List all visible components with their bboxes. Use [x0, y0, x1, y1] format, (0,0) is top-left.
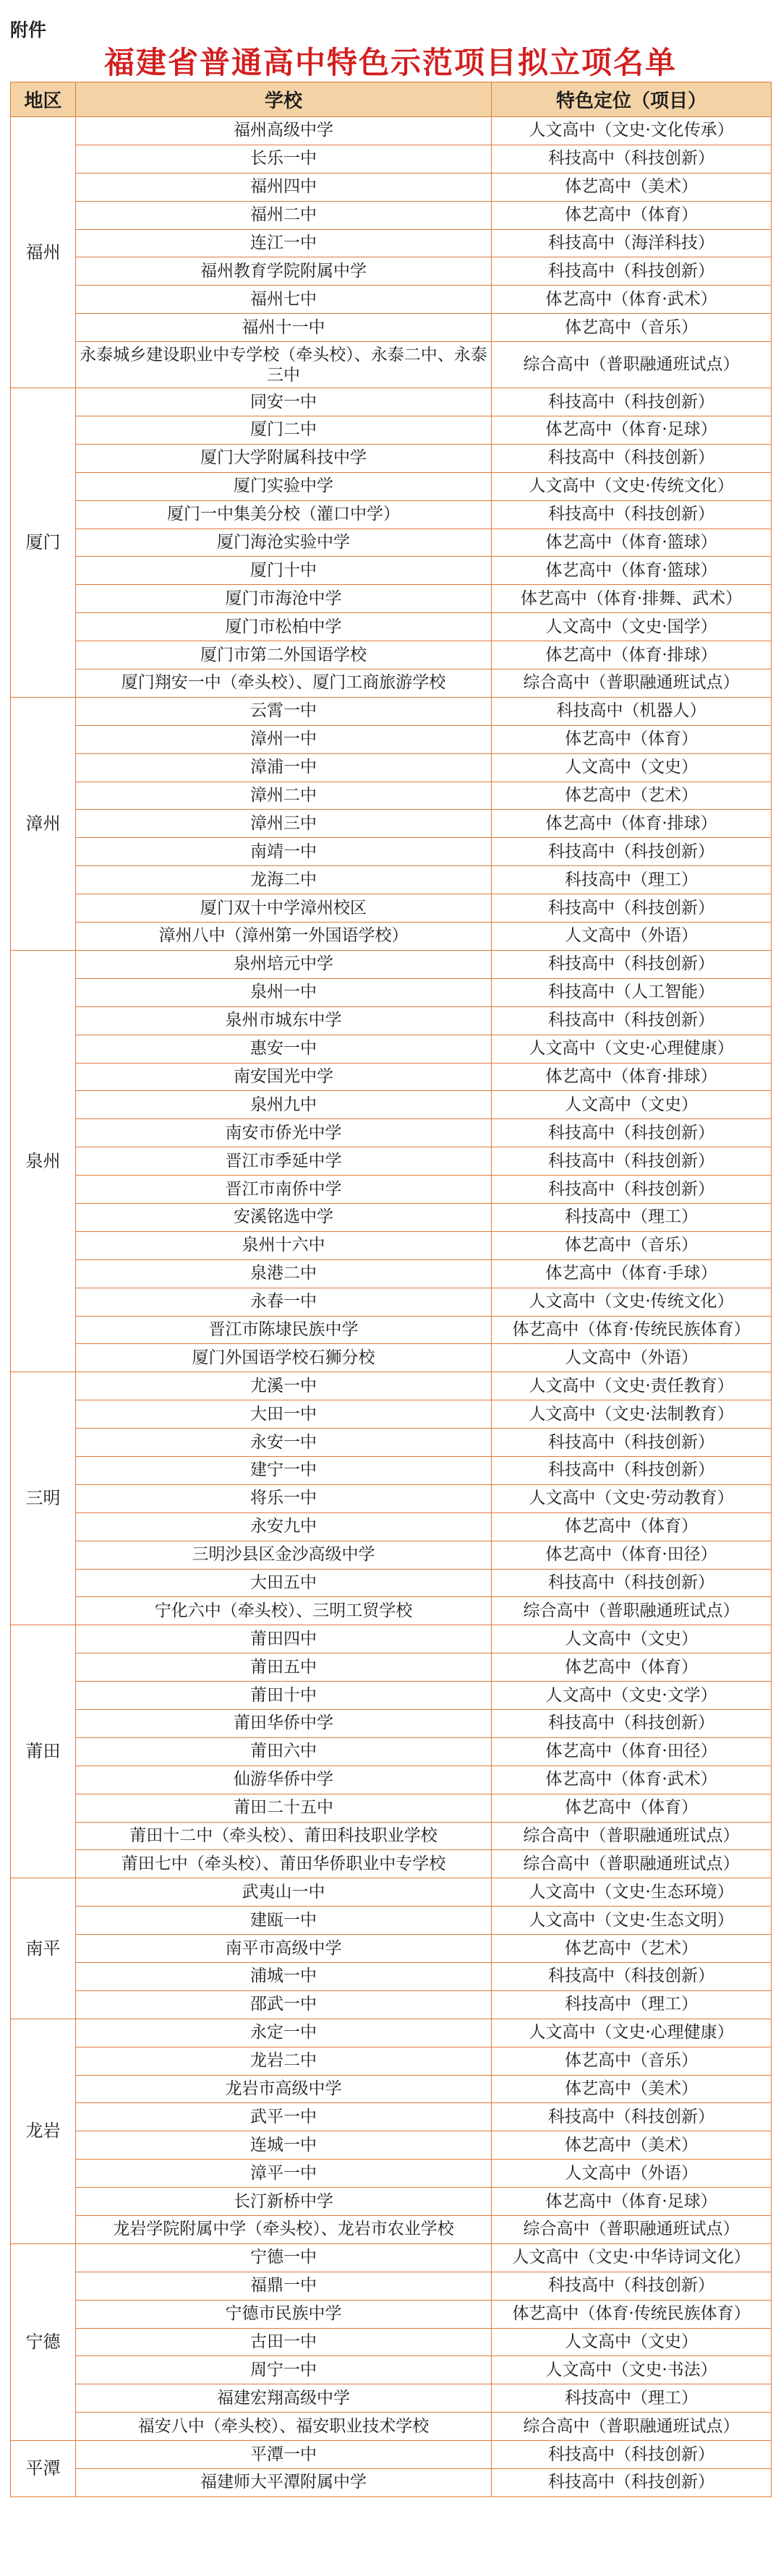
- school-cell: 大田一中: [76, 1400, 492, 1429]
- type-cell: 科技高中（科技创新）: [492, 1429, 772, 1457]
- school-cell: 长汀新桥中学: [76, 2188, 492, 2216]
- table-row: [11, 201, 772, 229]
- type-cell: 体艺高中（体育）: [492, 725, 772, 753]
- school-cell: 永泰城乡建设职业中专学校（牵头校）、永泰二中、永泰三中: [76, 342, 492, 388]
- type-cell: 体艺高中（体育·排球）: [492, 641, 772, 669]
- type-cell: 体艺高中（艺术）: [492, 1935, 772, 1963]
- school-cell: 莆田六中: [76, 1737, 492, 1766]
- table-row: [11, 1878, 772, 1907]
- table-row: [11, 2356, 772, 2384]
- type-cell: 人文高中（文史·文学）: [492, 1682, 772, 1710]
- type-cell: 综合高中（普职融通班试点）: [492, 1822, 772, 1850]
- table-row: [11, 2188, 772, 2216]
- table-row: [11, 2243, 772, 2272]
- table-row: [11, 950, 772, 978]
- table-row: [11, 1737, 772, 1766]
- table-row: [11, 1822, 772, 1850]
- type-cell: 体艺高中（体育）: [492, 201, 772, 229]
- table-row: [11, 753, 772, 782]
- type-cell: 体艺高中（体育·排球）: [492, 1063, 772, 1091]
- school-cell: 南靖一中: [76, 838, 492, 866]
- type-cell: 科技高中（科技创新）: [492, 444, 772, 472]
- school-cell: 建宁一中: [76, 1456, 492, 1484]
- type-cell: 体艺高中（音乐）: [492, 314, 772, 342]
- school-cell: 厦门一中集美分校（灌口中学）: [76, 500, 492, 529]
- school-cell: 惠安一中: [76, 1035, 492, 1063]
- school-cell: 仙游华侨中学: [76, 1766, 492, 1794]
- school-cell: 浦城一中: [76, 1963, 492, 1991]
- header-school: 学校: [76, 82, 492, 117]
- school-cell: 莆田十二中（牵头校）、莆田科技职业学校: [76, 1822, 492, 1850]
- type-cell: 综合高中（普职融通班试点）: [492, 2216, 772, 2244]
- school-cell: 邵武一中: [76, 1990, 492, 2019]
- school-cell: 大田五中: [76, 1569, 492, 1597]
- school-cell: 莆田七中（牵头校）、莆田华侨职业中专学校: [76, 1850, 492, 1878]
- school-cell: 尤溪一中: [76, 1372, 492, 1400]
- type-cell: 综合高中（普职融通班试点）: [492, 2413, 772, 2441]
- school-cell: 三明沙县区金沙高级中学: [76, 1541, 492, 1569]
- table-row: [11, 257, 772, 286]
- table-row: [11, 641, 772, 669]
- school-cell: 厦门大学附属科技中学: [76, 444, 492, 472]
- school-cell: 莆田五中: [76, 1653, 492, 1682]
- region-cell: 莆田: [11, 1625, 76, 1878]
- school-cell: 晋江市南侨中学: [76, 1176, 492, 1204]
- type-cell: 人文高中（文史）: [492, 2328, 772, 2356]
- type-cell: 科技高中（科技创新）: [492, 2103, 772, 2131]
- type-cell: 综合高中（普职融通班试点）: [492, 342, 772, 388]
- type-cell: 科技高中（科技创新）: [492, 1119, 772, 1147]
- type-cell: 体艺高中（体育）: [492, 1653, 772, 1682]
- table-row: [11, 1990, 772, 2019]
- school-cell: 南安国光中学: [76, 1063, 492, 1091]
- type-cell: 体艺高中（体育·田径）: [492, 1737, 772, 1766]
- type-cell: 科技高中（科技创新）: [492, 838, 772, 866]
- table-row: [11, 1203, 772, 1231]
- type-cell: 科技高中（理工）: [492, 1203, 772, 1231]
- type-cell: 人文高中（文史·文化传承）: [492, 117, 772, 145]
- school-cell: 福州二中: [76, 201, 492, 229]
- table-row: [11, 314, 772, 342]
- table-row: [11, 1569, 772, 1597]
- school-cell: 宁化六中（牵头校）、三明工贸学校: [76, 1597, 492, 1625]
- table-row: [11, 1794, 772, 1822]
- table-row: [11, 1035, 772, 1063]
- type-cell: 体艺高中（体育·篮球）: [492, 529, 772, 557]
- table-row: [11, 1259, 772, 1288]
- type-cell: 综合高中（普职融通班试点）: [492, 1850, 772, 1878]
- table-row: [11, 1766, 772, 1794]
- type-cell: 人文高中（文史）: [492, 1625, 772, 1653]
- type-cell: 体艺高中（体育·手球）: [492, 1259, 772, 1288]
- type-cell: 科技高中（科技创新）: [492, 1709, 772, 1737]
- attachment-label: 附件: [10, 20, 47, 40]
- table-row: [11, 145, 772, 173]
- table-row: [11, 1907, 772, 1935]
- type-cell: 体艺高中（体育·武术）: [492, 1766, 772, 1794]
- table-row: [11, 585, 772, 613]
- school-cell: 永定一中: [76, 2019, 492, 2047]
- region-cell: 南平: [11, 1878, 76, 2019]
- school-cell: 福州十一中: [76, 314, 492, 342]
- school-cell: 厦门市海沧中学: [76, 585, 492, 613]
- region-cell: 厦门: [11, 388, 76, 698]
- table-row: [11, 1176, 772, 1204]
- type-cell: 人文高中（文史·法制教育）: [492, 1400, 772, 1429]
- region-cell: 龙岩: [11, 2019, 76, 2243]
- table-row: [11, 388, 772, 416]
- type-cell: 体艺高中（美术）: [492, 2075, 772, 2103]
- table-row: [11, 342, 772, 388]
- type-cell: 科技高中（科技创新）: [492, 388, 772, 416]
- type-cell: 人文高中（文史·书法）: [492, 2356, 772, 2384]
- school-cell: 莆田二十五中: [76, 1794, 492, 1822]
- type-cell: 人文高中（文史·国学）: [492, 613, 772, 641]
- table-row: [11, 2384, 772, 2413]
- school-cell: 泉港二中: [76, 1259, 492, 1288]
- school-cell: 长乐一中: [76, 145, 492, 173]
- type-cell: 体艺高中（体育·排球）: [492, 810, 772, 838]
- region-cell: 三明: [11, 1372, 76, 1625]
- school-cell: 厦门市第二外国语学校: [76, 641, 492, 669]
- region-cell: 漳州: [11, 697, 76, 950]
- type-cell: 体艺高中（体育·武术）: [492, 286, 772, 314]
- table-row: [11, 1653, 772, 1682]
- type-cell: 体艺高中（体育）: [492, 1512, 772, 1541]
- school-cell: 福安八中（牵头校）、福安职业技术学校: [76, 2413, 492, 2441]
- school-cell: 永春一中: [76, 1288, 492, 1316]
- table-row: [11, 2103, 772, 2131]
- table-row: [11, 1231, 772, 1259]
- table-row: [11, 286, 772, 314]
- school-cell: 厦门双十中学漳州校区: [76, 894, 492, 923]
- type-cell: 科技高中（理工）: [492, 2384, 772, 2413]
- school-cell: 福建宏翔高级中学: [76, 2384, 492, 2413]
- table-row: [11, 2413, 772, 2441]
- school-cell: 厦门市松柏中学: [76, 613, 492, 641]
- type-cell: 科技高中（机器人）: [492, 697, 772, 725]
- type-cell: 体艺高中（体育·田径）: [492, 1541, 772, 1569]
- school-cell: 福州高级中学: [76, 117, 492, 145]
- table-row: [11, 472, 772, 500]
- school-cell: 福建师大平潭附属中学: [76, 2469, 492, 2497]
- type-cell: 人文高中（文史·责任教育）: [492, 1372, 772, 1400]
- type-cell: 科技高中（理工）: [492, 866, 772, 894]
- table-row: [11, 2019, 772, 2047]
- school-cell: 连城一中: [76, 2131, 492, 2160]
- table-row: [11, 416, 772, 445]
- type-cell: 科技高中（科技创新）: [492, 1147, 772, 1176]
- type-cell: 科技高中（科技创新）: [492, 145, 772, 173]
- header-region: 地区: [11, 82, 76, 117]
- region-cell: 泉州: [11, 950, 76, 1372]
- school-cell: 龙岩学院附属中学（牵头校）、龙岩市农业学校: [76, 2216, 492, 2244]
- table-row: [11, 1429, 772, 1457]
- type-cell: 体艺高中（音乐）: [492, 2047, 772, 2075]
- school-cell: 漳浦一中: [76, 753, 492, 782]
- table-row: [11, 1316, 772, 1344]
- table-row: [11, 1400, 772, 1429]
- type-cell: 人文高中（文史·心理健康）: [492, 1035, 772, 1063]
- table-row: [11, 2216, 772, 2244]
- table-row: [11, 2160, 772, 2188]
- school-cell: 周宁一中: [76, 2356, 492, 2384]
- type-cell: 科技高中（海洋科技）: [492, 229, 772, 257]
- school-cell: 南平市高级中学: [76, 1935, 492, 1963]
- school-cell: 福州四中: [76, 173, 492, 201]
- type-cell: 科技高中（科技创新）: [492, 2441, 772, 2469]
- table-row: [11, 978, 772, 1006]
- table-row: [11, 1709, 772, 1737]
- type-cell: 人文高中（外语）: [492, 923, 772, 951]
- table-row: [11, 173, 772, 201]
- table-row: [11, 117, 772, 145]
- header-type: 特色定位（项目）: [492, 82, 772, 117]
- table-body: [11, 117, 772, 2497]
- region-cell: 平潭: [11, 2441, 76, 2497]
- school-cell: 莆田十中: [76, 1682, 492, 1710]
- type-cell: 体艺高中（体育·足球）: [492, 416, 772, 445]
- table-row: [11, 1063, 772, 1091]
- school-cell: 龙岩市高级中学: [76, 2075, 492, 2103]
- school-cell: 武平一中: [76, 2103, 492, 2131]
- type-cell: 人文高中（文史·生态环境）: [492, 1878, 772, 1907]
- type-cell: 体艺高中（体育·排舞、武术）: [492, 585, 772, 613]
- table-row: [11, 838, 772, 866]
- school-cell: 晋江市陈埭民族中学: [76, 1316, 492, 1344]
- region-cell: 福州: [11, 117, 76, 388]
- table-row: [11, 529, 772, 557]
- table-row: [11, 1963, 772, 1991]
- school-cell: 南安市侨光中学: [76, 1119, 492, 1147]
- table-row: [11, 923, 772, 951]
- school-cell: 龙海二中: [76, 866, 492, 894]
- table-row: [11, 1372, 772, 1400]
- type-cell: 科技高中（理工）: [492, 1990, 772, 2019]
- school-cell: 宁德一中: [76, 2243, 492, 2272]
- school-cell: 厦门十中: [76, 557, 492, 585]
- school-cell: 泉州培元中学: [76, 950, 492, 978]
- type-cell: 科技高中（科技创新）: [492, 894, 772, 923]
- type-cell: 人文高中（外语）: [492, 2160, 772, 2188]
- table-row: [11, 557, 772, 585]
- table-row: [11, 1484, 772, 1512]
- document-title: 福建省普通高中特色示范项目拟立项名单: [103, 45, 677, 80]
- type-cell: 人文高中（文史·心理健康）: [492, 2019, 772, 2047]
- type-cell: 科技高中（科技创新）: [492, 950, 772, 978]
- table-row: [11, 669, 772, 698]
- table-row: [11, 894, 772, 923]
- table-header-row: [11, 82, 772, 117]
- school-cell: 宁德市民族中学: [76, 2300, 492, 2328]
- school-cell: 漳州二中: [76, 782, 492, 810]
- school-cell: 武夷山一中: [76, 1878, 492, 1907]
- school-cell: 漳州三中: [76, 810, 492, 838]
- table-row: [11, 1006, 772, 1035]
- table-row: [11, 2441, 772, 2469]
- school-cell: 平潭一中: [76, 2441, 492, 2469]
- table-row: [11, 2300, 772, 2328]
- school-cell: 福州七中: [76, 286, 492, 314]
- type-cell: 体艺高中（美术）: [492, 173, 772, 201]
- table-row: [11, 1344, 772, 1372]
- school-cell: 同安一中: [76, 388, 492, 416]
- type-cell: 人文高中（文史·劳动教育）: [492, 1484, 772, 1512]
- school-cell: 厦门外国语学校石狮分校: [76, 1344, 492, 1372]
- table-row: [11, 810, 772, 838]
- table-row: [11, 1682, 772, 1710]
- table-row: [11, 697, 772, 725]
- table-row: [11, 2131, 772, 2160]
- table-row: [11, 1541, 772, 1569]
- table-row: [11, 1625, 772, 1653]
- region-cell: 宁德: [11, 2243, 76, 2440]
- school-cell: 永安九中: [76, 1512, 492, 1541]
- school-cell: 漳平一中: [76, 2160, 492, 2188]
- table-row: [11, 866, 772, 894]
- school-cell: 莆田华侨中学: [76, 1709, 492, 1737]
- school-cell: 厦门海沧实验中学: [76, 529, 492, 557]
- type-cell: 科技高中（科技创新）: [492, 1456, 772, 1484]
- type-cell: 体艺高中（体育·足球）: [492, 2188, 772, 2216]
- type-cell: 体艺高中（美术）: [492, 2131, 772, 2160]
- school-cell: 厦门二中: [76, 416, 492, 445]
- type-cell: 科技高中（科技创新）: [492, 500, 772, 529]
- school-cell: 古田一中: [76, 2328, 492, 2356]
- table-row: [11, 2469, 772, 2497]
- table-row: [11, 613, 772, 641]
- school-cell: 福鼎一中: [76, 2272, 492, 2300]
- school-cell: 漳州八中（漳州第一外国语学校）: [76, 923, 492, 951]
- type-cell: 体艺高中（音乐）: [492, 1231, 772, 1259]
- type-cell: 科技高中（科技创新）: [492, 257, 772, 286]
- type-cell: 科技高中（人工智能）: [492, 978, 772, 1006]
- type-cell: 体艺高中（体育·传统民族体育）: [492, 1316, 772, 1344]
- table-row: [11, 2328, 772, 2356]
- type-cell: 科技高中（科技创新）: [492, 2469, 772, 2497]
- school-cell: 永安一中: [76, 1429, 492, 1457]
- school-cell: 福州教育学院附属中学: [76, 257, 492, 286]
- table-row: [11, 782, 772, 810]
- type-cell: 体艺高中（体育·篮球）: [492, 557, 772, 585]
- type-cell: 人文高中（文史·生态文明）: [492, 1907, 772, 1935]
- type-cell: 人文高中（外语）: [492, 1344, 772, 1372]
- school-cell: 泉州十六中: [76, 1231, 492, 1259]
- table-row: [11, 1091, 772, 1119]
- school-cell: 漳州一中: [76, 725, 492, 753]
- school-cell: 云霄一中: [76, 697, 492, 725]
- project-table: [10, 82, 772, 2497]
- table-row: [11, 1147, 772, 1176]
- type-cell: 科技高中（科技创新）: [492, 1963, 772, 1991]
- table-row: [11, 1119, 772, 1147]
- table-row: [11, 725, 772, 753]
- type-cell: 体艺高中（艺术）: [492, 782, 772, 810]
- school-cell: 安溪铭选中学: [76, 1203, 492, 1231]
- table-row: [11, 1288, 772, 1316]
- school-cell: 泉州市城东中学: [76, 1006, 492, 1035]
- type-cell: 综合高中（普职融通班试点）: [492, 1597, 772, 1625]
- table-row: [11, 1597, 772, 1625]
- table-row: [11, 1850, 772, 1878]
- table-row: [11, 2047, 772, 2075]
- school-cell: 厦门实验中学: [76, 472, 492, 500]
- type-cell: 人文高中（文史·中华诗词文化）: [492, 2243, 772, 2272]
- school-cell: 晋江市季延中学: [76, 1147, 492, 1176]
- type-cell: 体艺高中（体育）: [492, 1794, 772, 1822]
- type-cell: 科技高中（科技创新）: [492, 1006, 772, 1035]
- school-cell: 龙岩二中: [76, 2047, 492, 2075]
- table-row: [11, 1456, 772, 1484]
- type-cell: 科技高中（科技创新）: [492, 1176, 772, 1204]
- school-cell: 莆田四中: [76, 1625, 492, 1653]
- table-row: [11, 1512, 772, 1541]
- type-cell: 科技高中（科技创新）: [492, 2272, 772, 2300]
- type-cell: 人文高中（文史）: [492, 1091, 772, 1119]
- type-cell: 科技高中（科技创新）: [492, 1569, 772, 1597]
- school-cell: 厦门翔安一中（牵头校）、厦门工商旅游学校: [76, 669, 492, 698]
- type-cell: 人文高中（文史）: [492, 753, 772, 782]
- school-cell: 将乐一中: [76, 1484, 492, 1512]
- school-cell: 连江一中: [76, 229, 492, 257]
- type-cell: 综合高中（普职融通班试点）: [492, 669, 772, 698]
- type-cell: 人文高中（文史·传统文化）: [492, 1288, 772, 1316]
- type-cell: 体艺高中（体育·传统民族体育）: [492, 2300, 772, 2328]
- table-row: [11, 2075, 772, 2103]
- table-row: [11, 500, 772, 529]
- school-cell: 泉州一中: [76, 978, 492, 1006]
- table-row: [11, 229, 772, 257]
- table-row: [11, 444, 772, 472]
- type-cell: 人文高中（文史·传统文化）: [492, 472, 772, 500]
- school-cell: 泉州九中: [76, 1091, 492, 1119]
- table-row: [11, 2272, 772, 2300]
- table-row: [11, 1935, 772, 1963]
- school-cell: 建瓯一中: [76, 1907, 492, 1935]
